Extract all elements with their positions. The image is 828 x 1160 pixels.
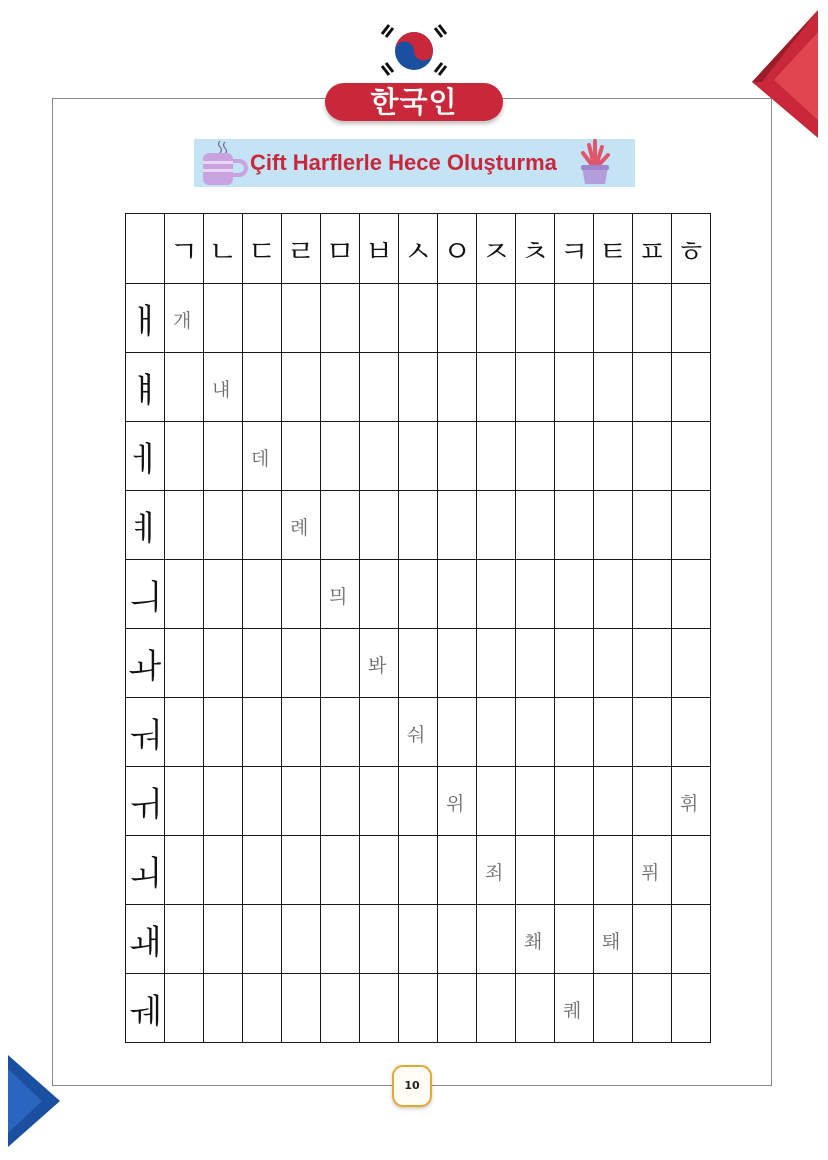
syllable-cell[interactable] — [594, 629, 633, 698]
vowel-header: ㅙ — [126, 905, 165, 974]
page-number: 10 — [392, 1065, 432, 1107]
syllable-cell[interactable] — [438, 491, 477, 560]
syllable-cell[interactable] — [438, 836, 477, 905]
syllable-cell[interactable] — [360, 836, 399, 905]
syllable-cell[interactable] — [243, 560, 282, 629]
syllable-cell[interactable] — [321, 353, 360, 422]
syllable-cell[interactable] — [633, 905, 672, 974]
syllable-cell[interactable] — [477, 353, 516, 422]
table-row — [126, 698, 711, 767]
syllable-cell[interactable] — [399, 836, 438, 905]
syllable-cell[interactable] — [399, 698, 438, 767]
syllable-cell[interactable] — [282, 629, 321, 698]
syllable-cell[interactable] — [516, 905, 555, 974]
syllable-cell[interactable] — [594, 836, 633, 905]
syllable-cell[interactable] — [165, 974, 204, 1043]
syllable-cell[interactable] — [360, 560, 399, 629]
example-syllable: 퀘 — [563, 1000, 582, 1022]
syllable-cell[interactable] — [399, 629, 438, 698]
syllable-cell[interactable] — [165, 905, 204, 974]
syllable-cell[interactable] — [594, 905, 633, 974]
syllable-cell[interactable] — [516, 836, 555, 905]
syllable-cell[interactable] — [477, 698, 516, 767]
example-syllable: 믜 — [329, 586, 348, 608]
syllable-cell[interactable] — [399, 560, 438, 629]
syllable-cell[interactable] — [477, 629, 516, 698]
syllable-cell[interactable] — [204, 974, 243, 1043]
syllable-cell[interactable] — [672, 767, 711, 836]
syllable-cell[interactable] — [243, 836, 282, 905]
syllable-cell[interactable] — [555, 629, 594, 698]
syllable-cell[interactable] — [672, 353, 711, 422]
example-syllable: 례 — [290, 517, 309, 539]
vowel-header: ㅚ — [126, 836, 165, 905]
syllable-cell[interactable] — [204, 629, 243, 698]
syllable-cell[interactable] — [399, 353, 438, 422]
syllable-cell[interactable] — [321, 698, 360, 767]
table-row — [126, 974, 711, 1043]
syllable-cell[interactable] — [165, 353, 204, 422]
syllable-cell[interactable] — [633, 353, 672, 422]
syllable-cell[interactable] — [204, 905, 243, 974]
korean-flag-icon — [376, 20, 452, 84]
syllable-cell[interactable] — [672, 974, 711, 1043]
example-syllable: 퓌 — [641, 862, 660, 884]
syllable-cell[interactable] — [165, 767, 204, 836]
syllable-cell[interactable] — [594, 353, 633, 422]
syllable-cell[interactable] — [555, 560, 594, 629]
syllable-cell[interactable] — [282, 560, 321, 629]
vowel-header: ㅞ — [126, 974, 165, 1043]
mug-icon — [200, 139, 248, 187]
table-row — [126, 905, 711, 974]
vowel-header: ㅔ — [126, 422, 165, 491]
syllable-cell[interactable] — [477, 974, 516, 1043]
syllable-cell[interactable] — [477, 284, 516, 353]
syllable-cell[interactable] — [672, 905, 711, 974]
syllable-cell[interactable] — [633, 560, 672, 629]
syllable-cell[interactable] — [516, 422, 555, 491]
example-syllable: 퇘 — [602, 931, 621, 953]
syllable-cell[interactable] — [438, 629, 477, 698]
example-syllable: 죄 — [485, 862, 504, 884]
syllable-cell[interactable] — [282, 353, 321, 422]
example-syllable: 봐 — [368, 655, 387, 677]
syllable-cell[interactable] — [438, 353, 477, 422]
consonant-header: ㅁ — [321, 214, 360, 284]
syllable-cell[interactable] — [555, 353, 594, 422]
syllable-cell[interactable] — [165, 629, 204, 698]
syllable-cell[interactable] — [399, 905, 438, 974]
syllable-cell[interactable] — [243, 698, 282, 767]
syllable-cell[interactable] — [360, 629, 399, 698]
syllable-cell[interactable] — [633, 629, 672, 698]
vowel-header: ㅘ — [126, 629, 165, 698]
syllable-cell[interactable] — [477, 422, 516, 491]
syllable-cell[interactable] — [282, 974, 321, 1043]
syllable-cell[interactable] — [399, 491, 438, 560]
syllable-cell[interactable] — [360, 284, 399, 353]
example-syllable: 개 — [173, 310, 192, 332]
syllable-cell[interactable] — [165, 284, 204, 353]
grid-corner-cell — [126, 214, 165, 284]
syllable-cell[interactable] — [399, 284, 438, 353]
plant-icon — [577, 139, 613, 187]
syllable-cell[interactable] — [243, 491, 282, 560]
vowel-header: ㅐ — [126, 284, 165, 353]
syllable-cell[interactable] — [594, 491, 633, 560]
consonant-header: ㅌ — [594, 214, 633, 284]
syllable-cell[interactable] — [204, 284, 243, 353]
syllable-cell[interactable] — [282, 836, 321, 905]
syllable-cell[interactable] — [282, 905, 321, 974]
example-syllable: 쵀 — [524, 931, 543, 953]
consonant-header: ㅂ — [360, 214, 399, 284]
vowel-header: ㅢ — [126, 560, 165, 629]
syllable-cell[interactable] — [360, 422, 399, 491]
syllable-cell[interactable] — [516, 698, 555, 767]
syllable-cell[interactable] — [633, 836, 672, 905]
syllable-cell[interactable] — [360, 974, 399, 1043]
syllable-cell[interactable] — [165, 422, 204, 491]
syllable-cell[interactable] — [282, 491, 321, 560]
consonant-header: ㄱ — [165, 214, 204, 284]
syllable-cell[interactable] — [672, 698, 711, 767]
syllable-cell[interactable] — [360, 905, 399, 974]
syllable-cell[interactable] — [672, 836, 711, 905]
syllable-cell[interactable] — [516, 974, 555, 1043]
syllable-cell[interactable] — [555, 974, 594, 1043]
syllable-cell[interactable] — [555, 698, 594, 767]
example-syllable: 냬 — [212, 379, 231, 401]
syllable-cell[interactable] — [243, 767, 282, 836]
vowel-header: ㅟ — [126, 767, 165, 836]
table-row — [126, 491, 711, 560]
syllable-cell[interactable] — [516, 767, 555, 836]
syllable-cell[interactable] — [243, 422, 282, 491]
syllable-cell[interactable] — [594, 767, 633, 836]
syllable-cell[interactable] — [204, 767, 243, 836]
table-row — [126, 353, 711, 422]
syllable-cell[interactable] — [399, 767, 438, 836]
example-syllable: 숴 — [407, 724, 426, 746]
example-syllable: 휘 — [680, 793, 699, 815]
consonant-header: ㅅ — [399, 214, 438, 284]
syllable-cell[interactable] — [438, 767, 477, 836]
consonant-header: ㅋ — [555, 214, 594, 284]
syllable-cell[interactable] — [243, 974, 282, 1043]
syllable-cell[interactable] — [555, 905, 594, 974]
syllable-cell[interactable] — [438, 974, 477, 1043]
syllable-cell[interactable] — [204, 491, 243, 560]
syllable-cell[interactable] — [282, 767, 321, 836]
syllable-cell[interactable] — [438, 284, 477, 353]
syllable-cell[interactable] — [516, 491, 555, 560]
syllable-cell[interactable] — [321, 767, 360, 836]
syllable-cell[interactable] — [672, 491, 711, 560]
syllable-cell[interactable] — [555, 836, 594, 905]
vowel-header: ㅖ — [126, 491, 165, 560]
syllable-cell[interactable] — [282, 422, 321, 491]
table-row — [126, 767, 711, 836]
syllable-cell[interactable] — [438, 422, 477, 491]
consonant-header: ㅊ — [516, 214, 555, 284]
syllable-cell[interactable] — [633, 974, 672, 1043]
consonant-header-row — [126, 214, 711, 284]
syllable-cell[interactable] — [321, 629, 360, 698]
syllable-cell[interactable] — [594, 698, 633, 767]
syllable-cell[interactable] — [477, 767, 516, 836]
syllable-cell[interactable] — [204, 422, 243, 491]
syllable-cell[interactable] — [321, 905, 360, 974]
syllable-cell[interactable] — [594, 560, 633, 629]
syllable-cell[interactable] — [204, 836, 243, 905]
syllable-cell[interactable] — [672, 284, 711, 353]
syllable-cell[interactable] — [672, 560, 711, 629]
syllable-cell[interactable] — [477, 491, 516, 560]
syllable-cell[interactable] — [360, 353, 399, 422]
syllable-cell[interactable] — [165, 836, 204, 905]
subtitle-text: Çift Harflerle Hece Oluşturma — [250, 150, 557, 175]
syllable-cell[interactable] — [672, 422, 711, 491]
consonant-header: ㄹ — [282, 214, 321, 284]
example-syllable: 위 — [446, 793, 465, 815]
consonant-header: ㅇ — [438, 214, 477, 284]
syllable-cell[interactable] — [360, 698, 399, 767]
syllable-cell[interactable] — [516, 560, 555, 629]
syllable-cell[interactable] — [516, 284, 555, 353]
syllable-cell[interactable] — [633, 284, 672, 353]
syllable-cell[interactable] — [165, 491, 204, 560]
syllable-cell[interactable] — [633, 422, 672, 491]
syllable-cell[interactable] — [243, 284, 282, 353]
vowel-header: ㅒ — [126, 353, 165, 422]
syllable-cell[interactable] — [282, 284, 321, 353]
syllable-cell[interactable] — [321, 284, 360, 353]
syllable-cell[interactable] — [321, 422, 360, 491]
syllable-cell[interactable] — [243, 905, 282, 974]
syllable-cell[interactable] — [438, 698, 477, 767]
syllable-cell[interactable] — [477, 560, 516, 629]
syllable-cell[interactable] — [282, 698, 321, 767]
syllable-cell[interactable] — [204, 698, 243, 767]
consonant-header: ㄷ — [243, 214, 282, 284]
syllable-cell[interactable] — [360, 491, 399, 560]
consonant-header: ㅎ — [672, 214, 711, 284]
syllable-cell[interactable] — [165, 560, 204, 629]
syllable-cell[interactable] — [555, 491, 594, 560]
syllable-cell[interactable] — [321, 836, 360, 905]
syllable-cell[interactable] — [399, 422, 438, 491]
syllable-cell[interactable] — [633, 767, 672, 836]
syllable-cell[interactable] — [438, 560, 477, 629]
syllable-cell[interactable] — [633, 698, 672, 767]
table-row — [126, 836, 711, 905]
syllable-cell[interactable] — [321, 974, 360, 1043]
syllable-cell[interactable] — [204, 560, 243, 629]
syllable-cell[interactable] — [204, 353, 243, 422]
table-row — [126, 284, 711, 353]
vowel-header: ㅝ — [126, 698, 165, 767]
syllable-cell[interactable] — [555, 284, 594, 353]
syllable-grid — [125, 213, 711, 1043]
syllable-cell[interactable] — [243, 353, 282, 422]
table-row — [126, 422, 711, 491]
syllable-cell[interactable] — [516, 629, 555, 698]
table-row — [126, 560, 711, 629]
syllable-cell[interactable] — [321, 491, 360, 560]
syllable-cell[interactable] — [477, 836, 516, 905]
consonant-header: ㅍ — [633, 214, 672, 284]
syllable-cell[interactable] — [321, 560, 360, 629]
syllable-cell[interactable] — [516, 353, 555, 422]
syllable-cell[interactable] — [399, 974, 438, 1043]
syllable-cell[interactable] — [555, 422, 594, 491]
syllable-cell[interactable] — [555, 767, 594, 836]
table-row — [126, 629, 711, 698]
example-syllable: 데 — [251, 448, 270, 470]
syllable-cell[interactable] — [243, 629, 282, 698]
syllable-cell[interactable] — [594, 422, 633, 491]
syllable-cell[interactable] — [165, 698, 204, 767]
syllable-cell[interactable] — [672, 629, 711, 698]
syllable-cell[interactable] — [594, 284, 633, 353]
syllable-cell[interactable] — [594, 974, 633, 1043]
page-title: 한국인 — [325, 83, 503, 121]
syllable-cell[interactable] — [360, 767, 399, 836]
subtitle-banner — [194, 139, 635, 187]
syllable-cell[interactable] — [438, 905, 477, 974]
syllable-cell[interactable] — [633, 491, 672, 560]
consonant-header: ㅈ — [477, 214, 516, 284]
syllable-cell[interactable] — [477, 905, 516, 974]
consonant-header: ㄴ — [204, 214, 243, 284]
